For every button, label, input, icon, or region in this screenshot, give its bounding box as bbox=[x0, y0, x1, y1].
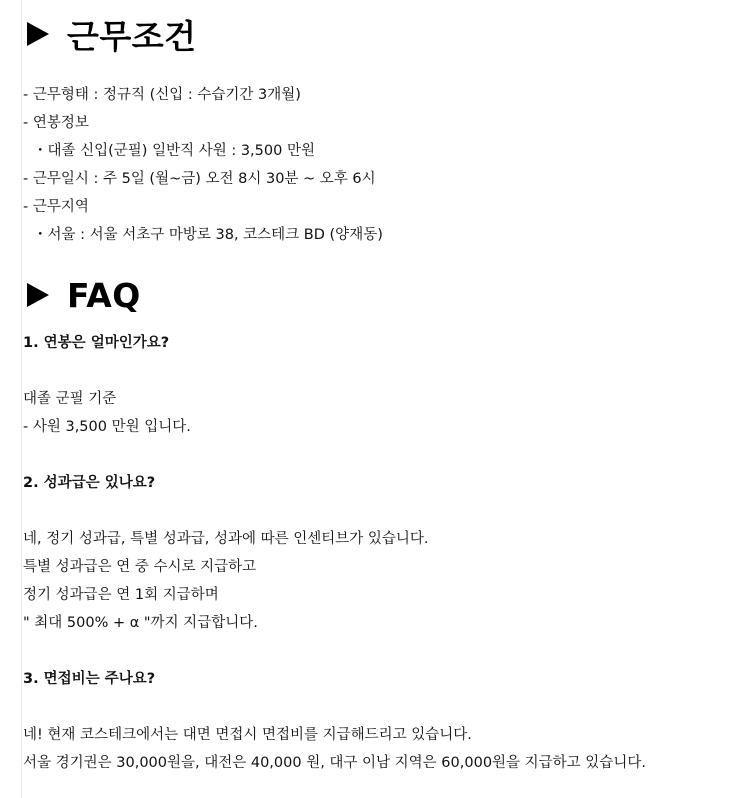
faq-heading-text: FAQ bbox=[67, 275, 141, 315]
faq-question-1: 1. 연봉은 얼마인가요? bbox=[23, 335, 170, 351]
spacer bbox=[23, 637, 723, 665]
faq-answer-2-line-4: " 최대 500% + α "까지 지급합니다. bbox=[23, 615, 258, 631]
faq-question-3: 3. 면접비는 주나요? bbox=[23, 671, 156, 687]
triangle-right-icon bbox=[27, 22, 49, 46]
faq-answer-2-line-1: 네, 정기 성과급, 특별 성과급, 성과에 따른 인센티브가 있습니다. bbox=[23, 531, 429, 547]
spacer bbox=[23, 497, 723, 525]
spacer bbox=[23, 441, 723, 469]
work-location-detail: ・서울 : 서울 서초구 마방로 38, 코스테크 BD (양재동) bbox=[33, 227, 383, 243]
faq-answer-3-line-2: 서울 경기권은 30,000원을, 대전은 40,000 원, 대구 이남 지역은 60,000원을 지급하고 있습니다. bbox=[23, 755, 646, 771]
faq-question-2: 2. 성과급은 있나요? bbox=[23, 475, 156, 491]
salary-info-detail: ・대졸 신입(군필) 일반직 사원 : 3,500 만원 bbox=[33, 143, 315, 159]
work-schedule: - 근무일시 : 주 5일 (월~금) 오전 8시 30분 ~ 오후 6시 bbox=[23, 171, 376, 187]
faq-answer-1-line-2: - 사원 3,500 만원 입니다. bbox=[23, 419, 191, 435]
triangle-right-icon bbox=[27, 283, 49, 307]
spacer bbox=[23, 357, 723, 385]
spacer bbox=[23, 693, 723, 721]
faq-answer-2-line-2: 특별 성과급은 연 중 수시로 지급하고 bbox=[23, 559, 257, 575]
faq-heading bbox=[23, 267, 723, 323]
faq-answer-1-line-1: 대졸 군필 기준 bbox=[23, 391, 117, 407]
faq-answer-2-line-3: 정기 성과급은 연 1회 지급하며 bbox=[23, 587, 219, 603]
employment-type: - 근무형태 : 정규직 (신입 : 수습기간 3개월) bbox=[23, 87, 301, 103]
conditions-heading-text: 근무조건 bbox=[67, 16, 197, 56]
conditions-heading bbox=[23, 6, 723, 62]
salary-info-label: - 연봉정보 bbox=[23, 115, 89, 131]
job-posting-content bbox=[23, 0, 723, 777]
faq-answer-3-line-1: 네! 현재 코스테크에서는 대면 면접시 면접비를 지급해드리고 있습니다. bbox=[23, 727, 472, 743]
work-location-label: - 근무지역 bbox=[23, 199, 89, 215]
left-border-line bbox=[21, 0, 22, 798]
